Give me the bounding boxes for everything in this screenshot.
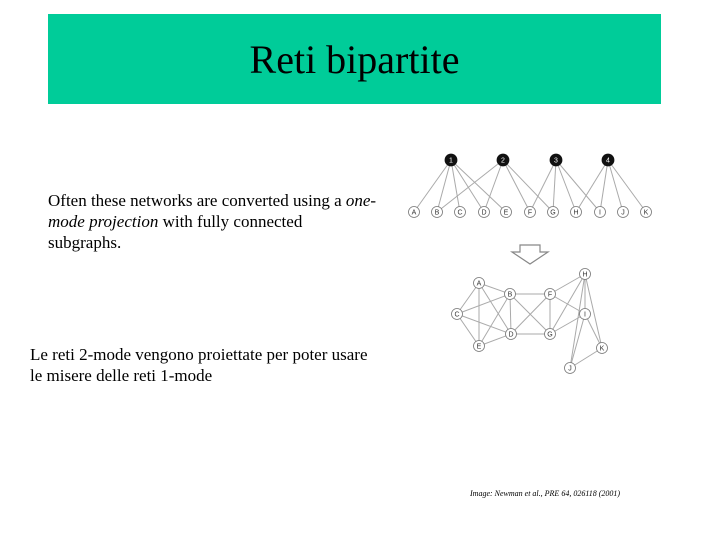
projected-node-i-label: I [584, 311, 586, 319]
projected-node-h-label: H [582, 271, 588, 279]
member-node-g [548, 207, 559, 218]
projected-node-k [597, 343, 608, 354]
edge-line [501, 157, 553, 212]
group-node-1-label: 1 [449, 157, 453, 165]
edge-line [600, 157, 610, 212]
projected-node-e [474, 341, 485, 352]
member-node-b [432, 207, 443, 218]
group-node-3-label: 3 [554, 157, 558, 165]
member-node-k-label: K [643, 209, 649, 217]
para1-text-start: Often these networks are converted using a [48, 191, 346, 210]
projected-node-a [474, 278, 485, 289]
member-node-b-label: B [434, 209, 440, 217]
edge-line [437, 157, 453, 212]
para1-emphasis: one-mode projection [48, 191, 377, 231]
group-node-2 [497, 154, 509, 166]
projected-node-d-label: D [508, 331, 514, 339]
member-node-c-label: C [457, 209, 463, 217]
group-node-4-label: 4 [606, 157, 610, 165]
projected-node-c [452, 309, 463, 320]
member-node-d-label: D [481, 209, 487, 217]
member-node-i-label: I [599, 209, 601, 217]
group-node-3 [550, 154, 562, 166]
projected-node-b [505, 289, 516, 300]
projected-node-a-label: A [476, 280, 482, 288]
member-node-d [479, 207, 490, 218]
member-node-e [501, 207, 512, 218]
down-arrow-icon [512, 245, 548, 264]
paragraph-two-mode: Le reti 2-mode vengono proiettate per poter usare le misere delle reti 1-mode [30, 345, 368, 385]
projected-node-g-label: G [547, 331, 553, 339]
edge-line [550, 271, 588, 294]
image-caption: Image: Newman et al., PRE 64, 026118 (2001) [470, 489, 621, 498]
edge-line [479, 294, 510, 346]
projected-node-b-label: B [507, 291, 513, 299]
projected-node-h [580, 269, 591, 280]
projected-node-c-label: C [454, 311, 460, 319]
member-node-h [571, 207, 582, 218]
member-node-a-label: A [411, 209, 417, 217]
projected-node-f [545, 289, 556, 300]
bipartite-edges [414, 157, 646, 212]
member-node-f-label: F [527, 209, 533, 217]
edge-line [576, 157, 610, 212]
edge-line [414, 157, 453, 212]
projected-node-j-label: J [568, 365, 572, 373]
member-node-k [641, 207, 652, 218]
member-node-i [595, 207, 606, 218]
projected-node-f-label: F [547, 291, 553, 299]
edge-line [457, 294, 510, 314]
edge-line [501, 157, 530, 212]
edge-line [507, 291, 513, 334]
edge-line [530, 157, 558, 212]
group-node-1 [445, 154, 457, 166]
projected-node-i [580, 309, 591, 320]
edge-line [606, 157, 623, 212]
member-node-f [525, 207, 536, 218]
edge-line [553, 157, 558, 212]
member-node-j [618, 207, 629, 218]
member-node-a [409, 207, 420, 218]
projected-node-g [545, 329, 556, 340]
member-node-h-label: H [573, 209, 579, 217]
member-node-e-label: E [503, 209, 509, 217]
edge-line [554, 157, 576, 212]
edge-line [606, 157, 646, 212]
projected-node-e-label: E [476, 343, 482, 351]
group-node-2-label: 2 [501, 157, 505, 165]
member-node-g-label: G [550, 209, 556, 217]
slide-title: Reti bipartite [249, 36, 460, 82]
member-node-c [455, 207, 466, 218]
para1-text-end: with fully connected subgraphs. [48, 212, 303, 252]
projected-node-j [565, 363, 576, 374]
member-node-j-label: J [621, 209, 625, 217]
projected-node-k-label: K [599, 345, 605, 353]
edge-line [550, 311, 586, 334]
group-node-4 [602, 154, 614, 166]
projected-node-d [506, 329, 517, 340]
edge-line [554, 157, 600, 212]
edge-line [457, 314, 511, 334]
